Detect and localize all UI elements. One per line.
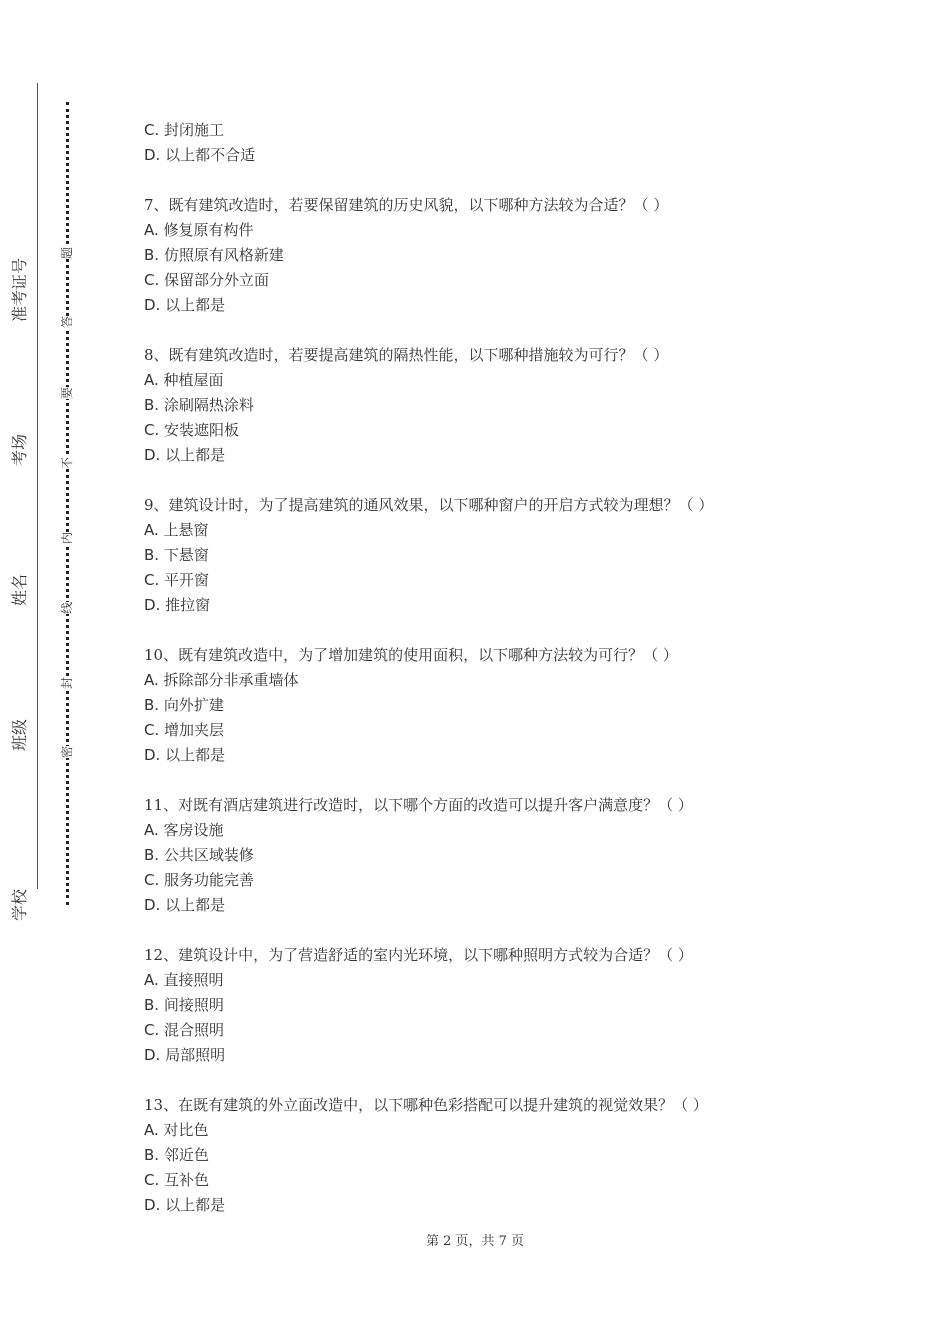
option-a: A. 客房设施 — [144, 821, 224, 839]
seal-char: 要 — [60, 386, 74, 400]
seal-char: 线 — [60, 601, 74, 615]
option-a: A. 拆除部分非承重墙体 — [144, 671, 299, 689]
field-exam-number-label: 准考证号 — [10, 257, 29, 323]
option-c: C. 服务功能完善 — [144, 871, 255, 889]
option-d: D. 以上都是 — [144, 446, 226, 464]
seal-char: 密 — [60, 745, 74, 759]
option-a: A. 修复原有构件 — [144, 221, 254, 239]
seal-char: 封 — [60, 676, 74, 690]
question-7 — [144, 193, 844, 318]
binding-solid-line — [37, 83, 38, 889]
option-c: C. 封闭施工 — [144, 121, 225, 139]
field-exam-room-label: 考场 — [10, 433, 29, 467]
option-b: B. 仿照原有风格新建 — [144, 246, 284, 264]
option-d: D. 以上都是 — [144, 1196, 226, 1214]
seal-char: 答 — [60, 315, 74, 329]
page-footer — [0, 1230, 950, 1249]
question-stem: 8、既有建筑改造时，若要提高建筑的隔热性能，以下哪种措施较为可行？（ ） — [144, 346, 669, 364]
option-b: B. 公共区域装修 — [144, 846, 254, 864]
option-b: B. 下悬窗 — [144, 546, 209, 564]
seal-dotted-line — [66, 102, 69, 905]
page-indicator: 第 2 页，共 7 页 — [425, 1234, 525, 1249]
question-9 — [144, 493, 844, 618]
option-c: C. 保留部分外立面 — [144, 271, 270, 289]
question-6-continued — [144, 118, 844, 168]
question-stem: 12、建筑设计中，为了营造舒适的室内光环境，以下哪种照明方式较为合适？（ ） — [144, 946, 693, 964]
seal-char: 不 — [60, 456, 74, 470]
option-a: A. 上悬窗 — [144, 521, 209, 539]
question-stem: 13、在既有建筑的外立面改造中，以下哪种色彩搭配可以提升建筑的视觉效果？（ ） — [144, 1096, 708, 1114]
field-name-label: 姓名 — [10, 573, 29, 607]
seal-char: 题 — [60, 246, 74, 260]
exam-content — [144, 118, 844, 1243]
option-d: D. 推拉窗 — [144, 596, 211, 614]
option-c: C. 安装遮阳板 — [144, 421, 240, 439]
option-c: C. 混合照明 — [144, 1021, 225, 1039]
option-a: A. 对比色 — [144, 1121, 209, 1139]
question-8 — [144, 343, 844, 468]
option-c: C. 增加夹层 — [144, 721, 225, 739]
binding-margin — [0, 0, 110, 1344]
option-d: D. 以上都是 — [144, 296, 226, 314]
question-stem: 10、既有建筑改造中，为了增加建筑的使用面积，以下哪种方法较为可行？（ ） — [144, 646, 678, 664]
question-11 — [144, 793, 844, 918]
option-d: D. 局部照明 — [144, 1046, 226, 1064]
option-a: A. 直接照明 — [144, 971, 224, 989]
question-stem: 7、既有建筑改造时，若要保留建筑的历史风貌，以下哪种方法较为合适？（ ） — [144, 196, 669, 214]
seal-char: 内 — [60, 531, 74, 545]
option-a: A. 种植屋面 — [144, 371, 224, 389]
option-c: C. 平开窗 — [144, 571, 210, 589]
field-class-label: 班级 — [10, 718, 29, 752]
option-c: C. 互补色 — [144, 1171, 210, 1189]
question-10 — [144, 643, 844, 768]
option-b: B. 邻近色 — [144, 1146, 209, 1164]
question-stem: 9、建筑设计时，为了提高建筑的通风效果，以下哪种窗户的开启方式较为理想？（ ） — [144, 496, 714, 514]
question-13 — [144, 1093, 844, 1218]
field-school-label: 学校 — [10, 888, 29, 922]
option-d: D. 以上都是 — [144, 746, 226, 764]
option-d: D. 以上都是 — [144, 896, 226, 914]
option-b: B. 涂刷隔热涂料 — [144, 396, 254, 414]
option-b: B. 间接照明 — [144, 996, 224, 1014]
question-12 — [144, 943, 844, 1068]
option-b: B. 向外扩建 — [144, 696, 224, 714]
option-d: D. 以上都不合适 — [144, 146, 256, 164]
question-stem: 11、对既有酒店建筑进行改造时，以下哪个方面的改造可以提升客户满意度？（ ） — [144, 796, 693, 814]
